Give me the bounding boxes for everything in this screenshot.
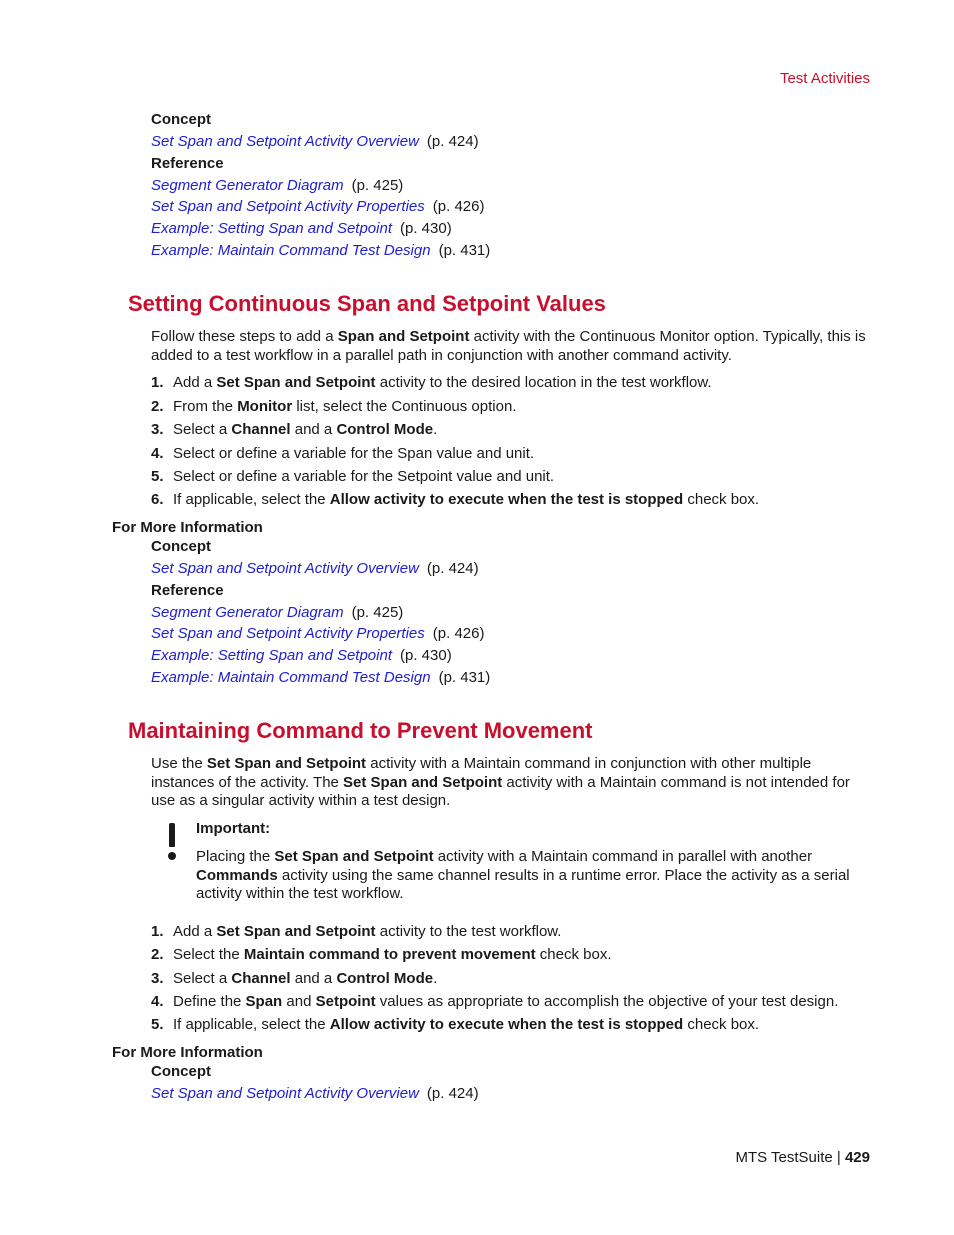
step-number: 1. <box>151 923 164 940</box>
step-5 <box>151 468 554 485</box>
step-text: Select the Maintain command to prevent movement check box. <box>173 946 612 963</box>
link-segment-generator[interactable]: Segment Generator Diagram <box>151 177 344 194</box>
bold-term: Control Mode <box>336 970 434 987</box>
bold-term: Set Span and Setpoint <box>216 923 376 940</box>
page-ref: (p. 430) <box>400 647 452 664</box>
concept-label: Concept <box>151 538 211 555</box>
step-text: From the Monitor list, select the Continuous option. <box>173 398 517 415</box>
link-example-setting[interactable]: Example: Setting Span and Setpoint <box>151 647 392 664</box>
page-ref: (p. 426) <box>432 198 485 215</box>
page-ref: (p. 425) <box>351 604 404 621</box>
section2-intro: Use the Set Span and Setpoint activity with a Maintain command in conjunction with other multiple instances of the activity. The Set Span and Setpoint activity with a Maintain command is not intended for use as a singular activity within a test design. <box>151 755 850 809</box>
link-row <box>151 177 403 194</box>
step-number: 6. <box>151 491 164 508</box>
page-ref: (p. 426) <box>432 625 485 642</box>
step-4 <box>151 993 838 1010</box>
step-number: 2. <box>151 398 164 415</box>
bold-term: Channel <box>231 421 291 438</box>
bold-term: Setpoint <box>315 993 376 1010</box>
link-row <box>151 625 484 642</box>
step-1 <box>151 374 712 391</box>
page-ref: (p. 430) <box>400 220 452 237</box>
step-text: If applicable, select the Allow activity to execute when the test is stopped check box. <box>173 1016 760 1033</box>
page-ref: (p. 431) <box>438 669 491 686</box>
page-ref: (p. 425) <box>351 177 404 194</box>
step-3 <box>151 970 437 987</box>
running-header: Test Activities <box>779 70 870 87</box>
bold-term: Monitor <box>237 398 293 415</box>
bold-term: Allow activity to execute when the test is stopped <box>329 491 684 508</box>
link-example-maintain[interactable]: Example: Maintain Command Test Design <box>151 669 431 686</box>
bold-term: Span <box>245 993 283 1010</box>
link-set-span-overview[interactable]: Set Span and Setpoint Activity Overview <box>151 1085 419 1102</box>
link-example-setting[interactable]: Example: Setting Span and Setpoint <box>151 220 392 237</box>
bold-term: Set Span and Setpoint <box>206 755 367 772</box>
bold-term: Set Span and Setpoint <box>343 773 503 791</box>
page-ref: (p. 431) <box>438 242 491 259</box>
link-row <box>151 604 403 621</box>
link-row <box>151 242 490 259</box>
section-title-continuous: Setting Continuous Span and Setpoint Values <box>128 291 606 316</box>
concept-label-top: Concept <box>151 111 211 128</box>
step-number: 4. <box>151 445 164 462</box>
bold-term: Span and Setpoint <box>337 328 470 345</box>
link-properties[interactable]: Set Span and Setpoint Activity Properties <box>151 198 425 215</box>
section-title-maintaining: Maintaining Command to Prevent Movement <box>128 718 593 743</box>
product-name: MTS TestSuite <box>735 1149 833 1166</box>
more-info-label: For More Information <box>112 1044 263 1061</box>
step-number: 4. <box>151 993 164 1010</box>
step-4 <box>151 445 534 462</box>
reference-label: Reference <box>151 582 224 599</box>
step-number: 1. <box>151 374 164 391</box>
step-5 <box>151 1016 759 1033</box>
step-text: If applicable, select the Allow activity to execute when the test is stopped check box. <box>173 491 760 508</box>
link-set-span-overview[interactable]: Set Span and Setpoint Activity Overview <box>151 560 419 577</box>
link-row <box>151 198 484 215</box>
step-number: 2. <box>151 946 164 963</box>
page-ref: (p. 424) <box>426 1085 479 1102</box>
step-3 <box>151 421 437 438</box>
page-footer <box>735 1149 870 1166</box>
step-text: Select or define a variable for the Span value and unit. <box>173 445 535 462</box>
footer-separator: | <box>836 1149 841 1166</box>
step-number: 5. <box>151 1016 164 1033</box>
step-text: Select a Channel and a Control Mode. <box>173 970 438 987</box>
link-row <box>151 669 490 686</box>
step-2 <box>151 946 611 963</box>
important-text: Placing the Set Span and Setpoint activity with a Maintain command in parallel with another Commands activity using the same channel results in a runtime error. Place the activity as a serial activity within the test workflow. <box>196 848 850 902</box>
step-text: Add a Set Span and Setpoint activity to the test workflow. <box>173 923 562 940</box>
bold-term: Control Mode <box>336 421 434 438</box>
important-label: Important: <box>196 820 271 837</box>
link-row <box>151 1085 479 1102</box>
step-2 <box>151 398 516 415</box>
more-info-label: For More Information <box>112 519 263 536</box>
step-1 <box>151 923 561 940</box>
bold-term: Channel <box>231 970 291 987</box>
link-segment-generator[interactable]: Segment Generator Diagram <box>151 604 344 621</box>
bold-term: Maintain command to prevent movement <box>243 946 536 963</box>
step-text: Define the Span and Setpoint values as appropriate to accomplish the objective of your test design. <box>173 993 839 1010</box>
exclamation-icon <box>164 823 180 863</box>
step-number: 3. <box>151 970 164 987</box>
page-number: 429 <box>844 1149 870 1166</box>
link-example-maintain[interactable]: Example: Maintain Command Test Design <box>151 242 431 259</box>
page-ref: (p. 424) <box>426 560 479 577</box>
step-text: Select or define a variable for the Setpoint value and unit. <box>173 468 555 485</box>
link-set-span-overview[interactable]: Set Span and Setpoint Activity Overview <box>151 133 419 150</box>
link-row <box>151 133 479 150</box>
step-text: Select a Channel and a Control Mode. <box>173 421 438 438</box>
section1-intro: Follow these steps to add a Span and Setpoint activity with the Continuous Monitor option. Typically, this is added to a test workflow in a parallel path in conjunction with another command activity. <box>151 328 866 364</box>
page-ref: (p. 424) <box>426 133 479 150</box>
bold-term: Set Span and Setpoint <box>216 374 376 391</box>
reference-label-top: Reference <box>151 155 224 172</box>
step-number: 3. <box>151 421 164 438</box>
step-6 <box>151 491 759 508</box>
link-properties[interactable]: Set Span and Setpoint Activity Properties <box>151 625 425 642</box>
link-row <box>151 220 452 237</box>
bold-term: Set Span and Setpoint <box>274 848 434 865</box>
step-text: Add a Set Span and Setpoint activity to the desired location in the test workflow. <box>173 374 712 391</box>
link-row <box>151 647 452 664</box>
bold-term: Commands <box>196 866 278 884</box>
concept-label: Concept <box>151 1063 211 1080</box>
bold-term: Allow activity to execute when the test is stopped <box>329 1016 684 1033</box>
link-row <box>151 560 479 577</box>
step-number: 5. <box>151 468 164 485</box>
